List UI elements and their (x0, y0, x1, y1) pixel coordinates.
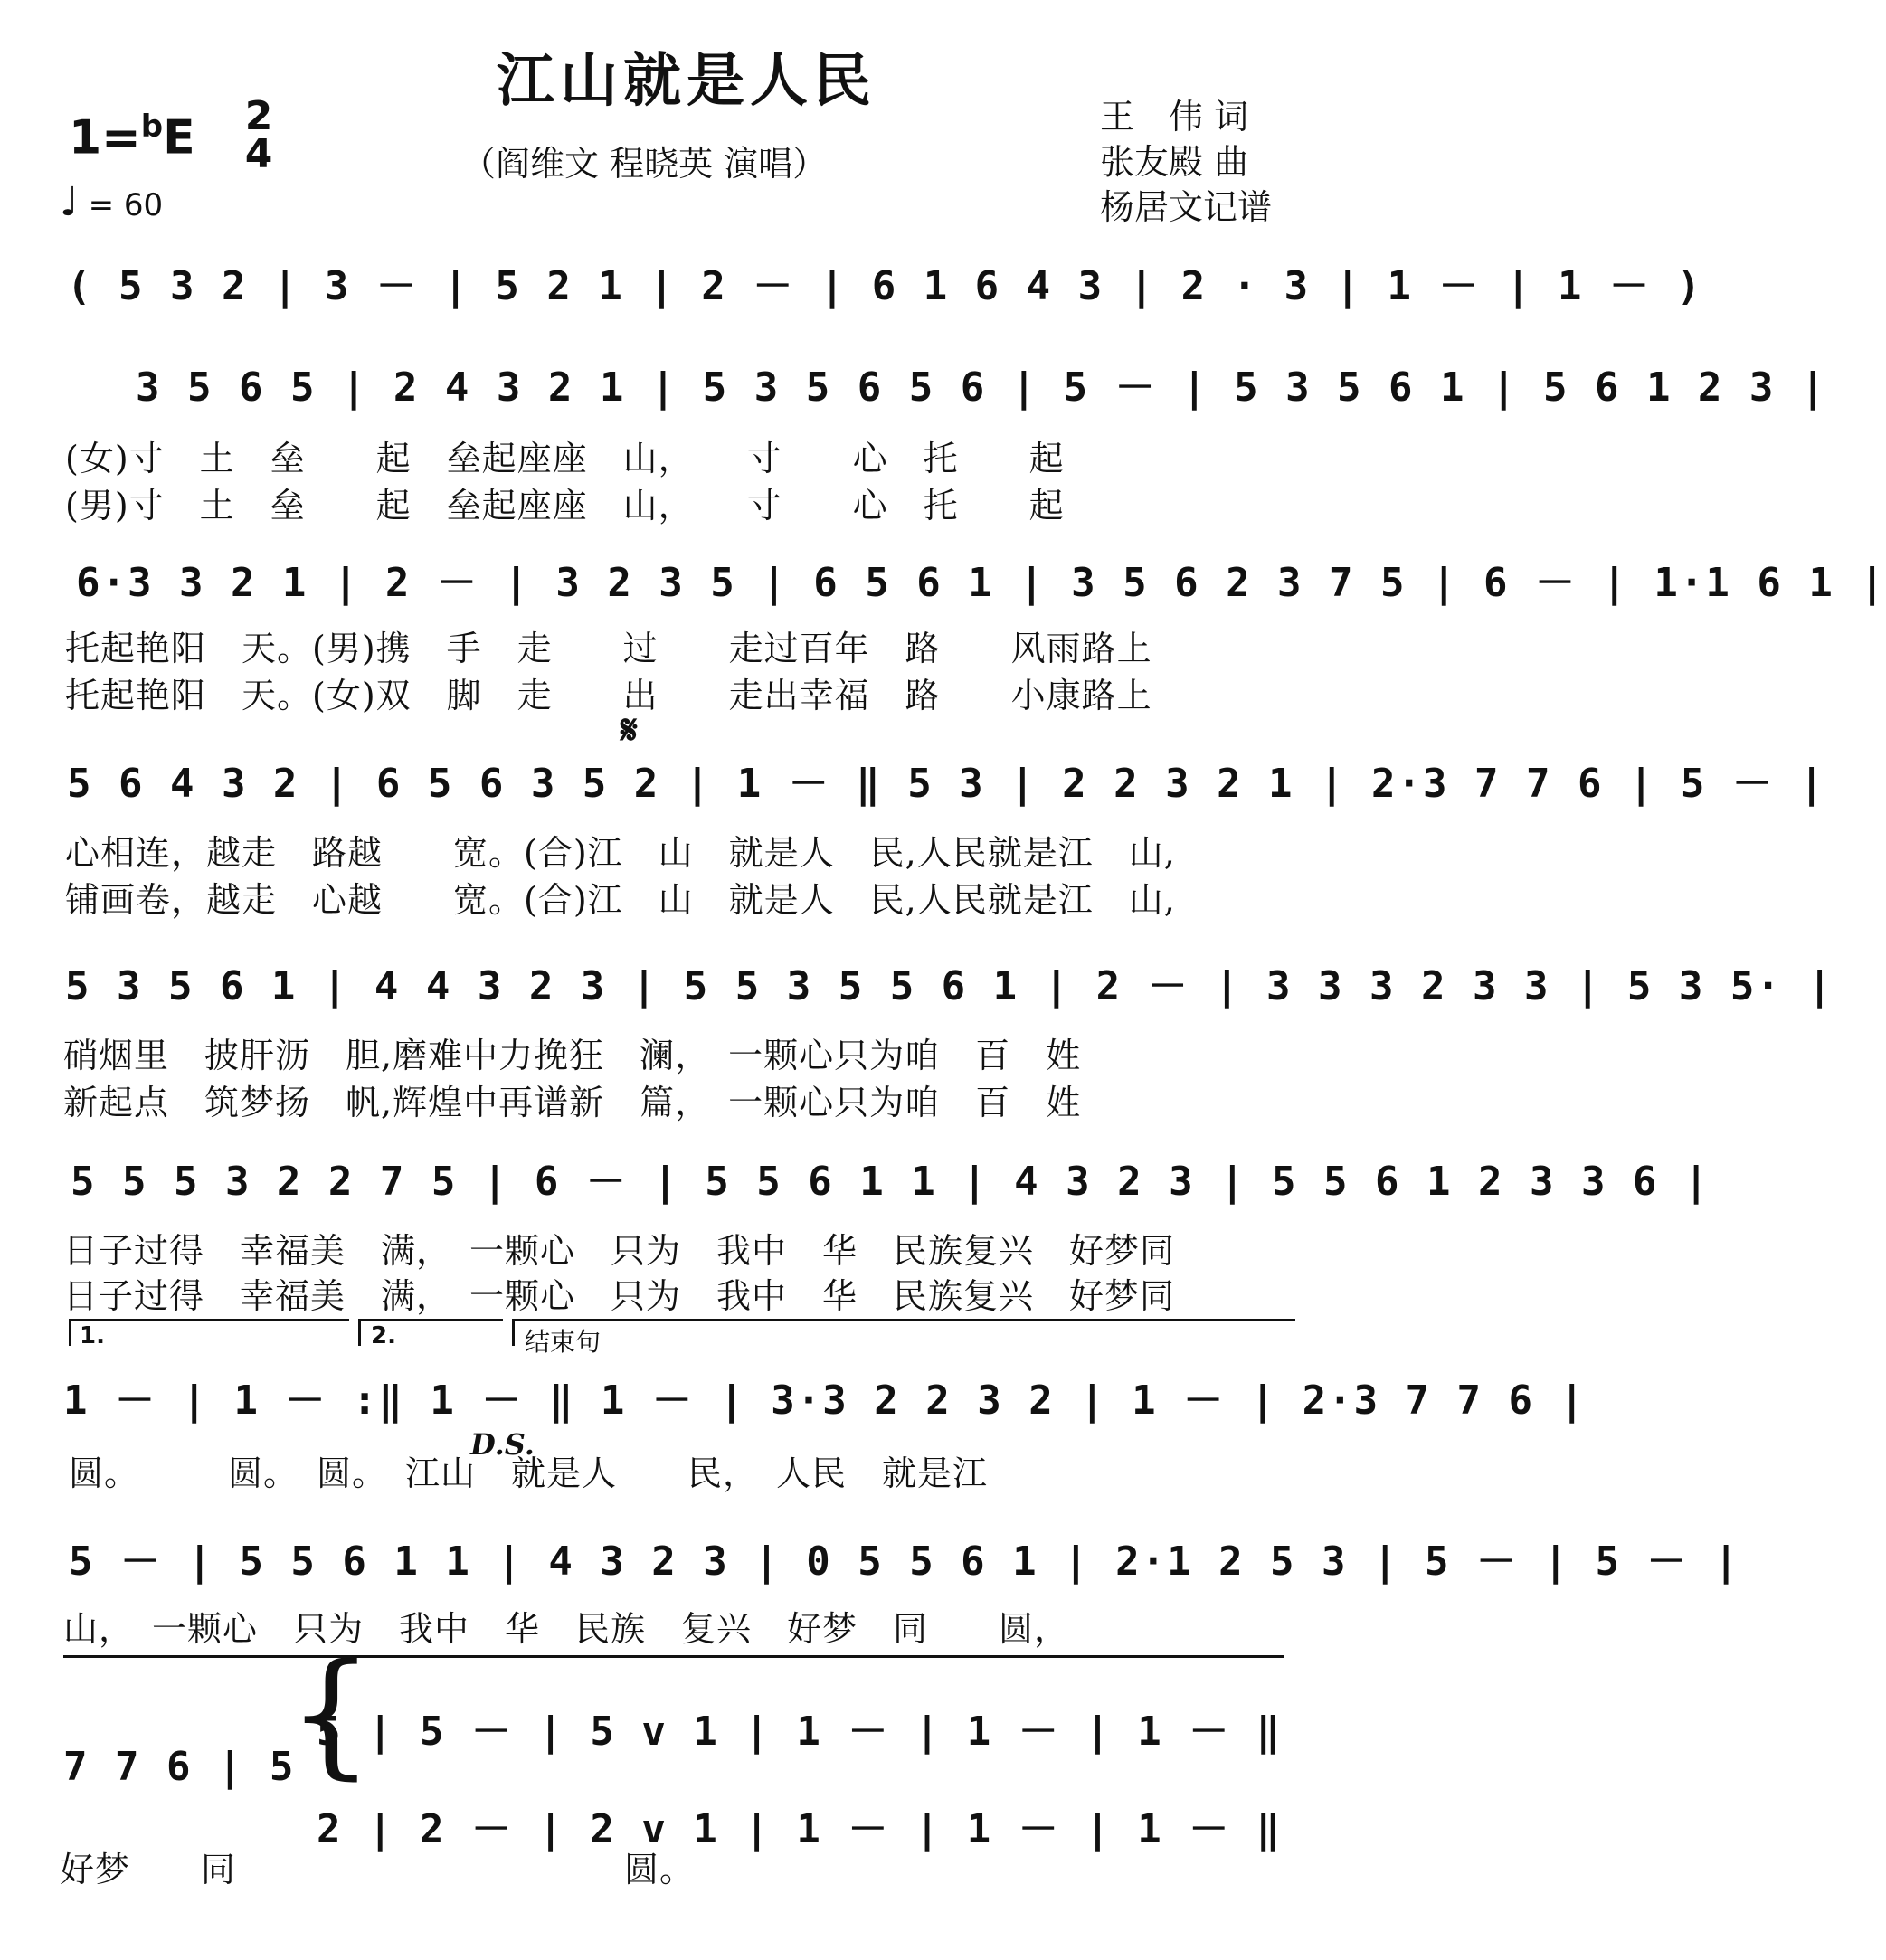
key-note: E (163, 110, 195, 166)
time-numerator: 2 (244, 93, 273, 139)
volta-2-label: 2. (371, 1322, 396, 1349)
notation-row-8-lead: 7 7 6 | 5 (63, 1744, 296, 1790)
lyric-line-1a: (女)寸 土 垒 起 垒起座座 山， 寸 心 托 起 (65, 439, 1065, 478)
composer-credit: 张友殿 曲 (1100, 142, 1249, 182)
notation-row-3: 5 6 4 3 2 | 6 5 6 3 5 2 | 1 － ‖ 5 3 | 2 2 3 2 1 | 2·3 7 7 6 | 5 － | (67, 761, 1825, 807)
lyric-line-7: 山， 一颗心 只为 我中 华 民族 复兴 好梦 同 圆， (63, 1609, 1070, 1649)
notation-row-1: 3 5 6 5 | 2 4 3 2 1 | 5 3 5 6 5 6 | 5 － | 5 3 5 6 1 | 5 6 1 2 3 | (136, 365, 1827, 411)
transcriber-credit: 杨居文记谱 (1100, 187, 1273, 227)
key-signature (69, 109, 195, 165)
volta-1-label: 1. (80, 1322, 105, 1349)
segno-icon: 𝄋 (621, 707, 638, 753)
volta-1-bracket (69, 1319, 349, 1321)
coda-bracket-edge (512, 1319, 515, 1346)
lyric-line-4a: 硝烟里 披肝沥 胆,磨难中力挽狂 澜， 一颗心只为咱 百 姓 (63, 1036, 1082, 1075)
lyric-line-5b: 日子过得 幸福美 满， 一颗心 只为 我中 华 民族复兴 好梦同 (63, 1276, 1176, 1316)
lyric-line-8: 好梦 同 圆。 (60, 1850, 696, 1889)
notation-row-7: 5 － | 5 5 6 1 1 | 4 3 2 3 | 0 5 5 6 1 | 2·1 2 5 3 | 5 － | 5 － | (69, 1539, 1740, 1585)
notation-row-8-upper: 5 | 5 － | 5 v 1 | 1 － | 1 － | 1 － ‖ (317, 1709, 1283, 1755)
notation-row-5: 5 5 5 3 2 2 7 5 | 6 － | 5 5 6 1 1 | 4 3 2 3 | 5 5 6 1 2 3 3 6 | (71, 1159, 1711, 1205)
notation-row-intro: ( 5 3 2 | 3 － | 5 2 1 | 2 － | 6 1 6 4 3 | 2 · 3 | 1 － | 1 － ) (67, 263, 1702, 309)
credits (1100, 94, 1272, 230)
lyric-line-3b: 铺画卷，越走 心越 宽。(合)江 山 就是人 民,人民就是江 山, (65, 880, 1176, 920)
song-title: 江山就是人民 (497, 47, 877, 115)
performers: （阎维文 程晓英 演唱） (461, 144, 828, 184)
lyric-line-1b: (男)寸 土 垒 起 垒起座座 山， 寸 心 托 起 (65, 486, 1065, 526)
lyric-line-4b: 新起点 筑梦扬 帆,辉煌中再谱新 篇， 一颗心只为咱 百 姓 (63, 1083, 1082, 1122)
coda-bracket (512, 1319, 1295, 1321)
tempo-marking (60, 179, 163, 225)
time-denominator: 4 (244, 131, 273, 177)
lyric-line-5a: 日子过得 幸福美 满， 一颗心 只为 我中 华 民族复兴 好梦同 (63, 1231, 1176, 1271)
notation-row-2: 6·3 3 2 1 | 2 － | 3 2 3 5 | 6 5 6 1 | 3 5 6 2 3 7 5 | 6 － | 1·1 6 1 | (76, 560, 1886, 606)
voice-brace: { (288, 1635, 374, 1793)
volta-1-bracket-edge (69, 1319, 71, 1346)
lyric-line-3a: 心相连，越走 路越 宽。(合)江 山 就是人 民,人民就是江 山, (65, 833, 1176, 873)
tempo-value: = 60 (88, 187, 164, 223)
key-prefix: 1= (69, 110, 141, 166)
lyricist-credit: 王 伟 词 (1100, 97, 1249, 137)
coda-label: 结束句 (525, 1327, 602, 1357)
quarter-note-icon: ♩ (60, 179, 79, 225)
lyric-line-2a: 托起艳阳 天。(男)携 手 走 过 走过百年 路 风雨路上 (65, 629, 1152, 668)
ds-marking: D.S. (470, 1427, 535, 1462)
notation-row-4: 5 3 5 6 1 | 4 4 3 2 3 | 5 5 3 5 5 6 1 | 2 － | 3 3 3 2 3 3 | 5 3 5· | (65, 963, 1834, 1009)
volta-2-bracket (358, 1319, 503, 1321)
final-system-line (63, 1655, 1284, 1658)
volta-2-bracket-edge (358, 1319, 361, 1346)
notation-row-8-lower: 2 | 2 － | 2 v 1 | 1 － | 1 － | 1 － ‖ (317, 1806, 1283, 1852)
lyric-line-2b: 托起艳阳 天。(女)双 脚 走 出 走出幸福 路 小康路上 (65, 676, 1152, 715)
time-signature (237, 93, 280, 177)
notation-row-6: 1 － | 1 － :‖ 1 － ‖ 1 － | 3·3 2 2 3 2 | 1 － | 2·3 7 7 6 | (63, 1378, 1587, 1424)
lyric-line-6: 圆。 圆。 圆。 江山 就是人 民， 人民 就是江 (69, 1453, 989, 1493)
flat-sign: b (140, 109, 164, 145)
